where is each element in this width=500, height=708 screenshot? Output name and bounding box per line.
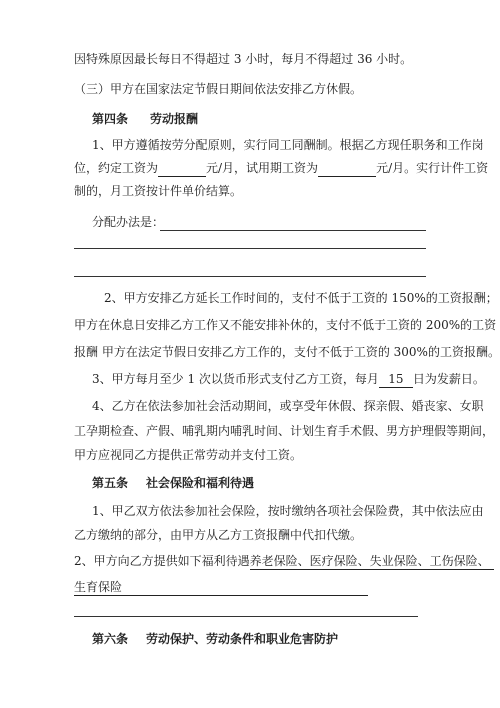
- distribution-blank-3[interactable]: [74, 276, 426, 277]
- wage-para-4-line-a: 4、乙方在依法参加社会活动期间，或享受年休假、探亲假、婚丧家、女职: [92, 399, 484, 413]
- wage-text-c: 元/月。实行计件工资: [376, 161, 489, 175]
- article-4-number: 第四条: [92, 112, 129, 126]
- wage-text-a: 位，约定工资为: [74, 161, 159, 175]
- wage-text-b: 元/月，试用期工资为: [206, 161, 319, 175]
- wage-para-4-line-c: 甲方应视同乙方提供正常劳动并支付工资。: [74, 448, 303, 462]
- benefits-line-b: [74, 579, 368, 596]
- distribution-label: 分配办法是：: [92, 215, 165, 229]
- wage-para-2-line-b: 甲方在休息日安排乙方工作又不能安排补休的，支付不低于工资的 200%的工资: [74, 318, 497, 332]
- article-5-number: 第五条: [92, 476, 129, 490]
- wage-para-2-line-c: 报酬 甲方在法定节假日安排乙方工作的，支付不低于工资的 300%的工资报酬。: [74, 345, 500, 359]
- article-6-title: 劳动保护、劳动条件和职业危害防护: [146, 632, 339, 646]
- insurance-para-1-line-b: 乙方缴纳的部分，由甲方从乙方工资报酬中代扣代缴。: [74, 528, 363, 542]
- benefits-line-a: [74, 553, 494, 570]
- article-5-heading: [92, 475, 254, 491]
- text-line-1: 因特殊原因最长每日不得超过 3 小时，每月不得超过 36 小时。: [74, 52, 413, 66]
- wage-para-1-line-b: [74, 160, 488, 177]
- payday-blank[interactable]: 15: [379, 371, 413, 388]
- text-line-2: （三）甲方在国家法定节假日期间依法安排乙方休假。: [74, 82, 363, 96]
- probation-wage-blank[interactable]: [318, 160, 376, 177]
- distribution-blank-1[interactable]: [160, 230, 426, 231]
- monthly-wage-blank[interactable]: [158, 160, 206, 177]
- benefits-item-maternity[interactable]: 生育保险: [74, 579, 368, 596]
- article-6-number: 第六条: [92, 632, 129, 646]
- wage-para-3: [92, 371, 485, 388]
- article-4-title: 劳动报酬: [150, 112, 199, 126]
- wage-para-1-line-a: 1、甲方遵循按劳分配原则，实行同工同酬制。根据乙方现任职务和工作岗: [92, 138, 484, 152]
- wage-para-4-line-b: 工孕期检查、产假、哺乳期内哺乳时间、计划生育手术假、男方护理假等期间，: [74, 424, 495, 438]
- distribution-blank-2[interactable]: [74, 248, 426, 249]
- insurance-para-1-line-a: 1、甲乙双方依法参加社会保险，按时缴纳各项社会保险费，其中依法应由: [92, 504, 484, 518]
- benefits-blank-extra[interactable]: [74, 616, 418, 617]
- article-4-heading: [92, 111, 198, 127]
- wage-para-1-line-c: 制的，月工资按计件单价结算。: [74, 184, 243, 198]
- payday-text-a: 3、甲方每月至少 1 次以货币形式支付乙方工资，每月: [92, 372, 379, 386]
- article-6-heading: [92, 631, 338, 647]
- wage-para-2-line-a: 2、甲方安排乙方延长工作时间的，支付不低于工资的 150%的工资报酬；: [104, 291, 498, 305]
- article-5-title: 社会保险和福利待遇: [146, 476, 255, 490]
- benefits-label: 2、甲方向乙方提供如下福利待遇: [74, 554, 250, 568]
- benefits-items[interactable]: 养老保险、医疗保险、失业保险、工伤保险、: [250, 553, 494, 570]
- payday-text-b: 日为发薪日。: [412, 372, 485, 386]
